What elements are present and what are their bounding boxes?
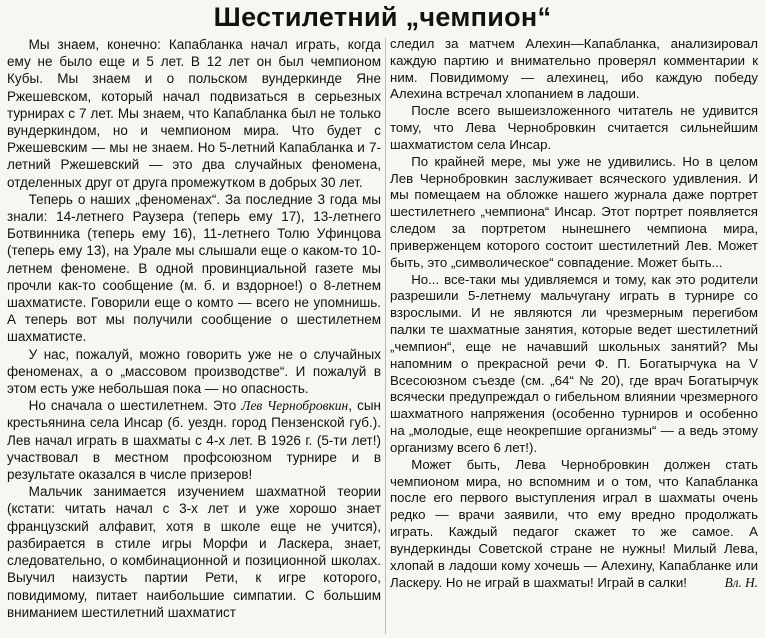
paragraph-text: Может быть, Лева Чернобровкин должен стать чемпионом мира, но вспомним и о том, что Капабланка после его первого выступления играл в шахматы очень редко — врачи заявили, что ему вредно продолжать играть. Каждый педагог скажет то же самое. А вундеркинды Советской стране не нужны! Милый Лева, хлопай в ладоши кому хочешь — Алехину, Капабланке или Ласкеру. Но не играй в шахматы! Играй в салки! <box>390 456 758 590</box>
column-divider <box>385 38 386 634</box>
left-column <box>7 36 381 636</box>
paragraph: После всего вышеизложенного читатель не удивится тому, что Лева Чернобровкин считается сильнейшим шахматистом села Инсар. <box>390 103 758 152</box>
paragraph: По крайней мере, мы уже не удивились. Но в целом Лев Чернобровкин заслуживает всяческого удивления. И мы помещаем на обложке нашего журнала даже портрет шестилетнего „чемпиона“ Инсар. Этот портрет появляется следом за портретом нынешнего чемпиона мира, приверженцем которого состоит шестилетний Лев. Может быть, это „символическое“ совпадение. Может быть... <box>390 153 758 270</box>
article-title: Шестилетний „чемпион“ <box>213 2 552 32</box>
paragraph: У нас, пожалуй, можно говорить уже не о случайных феноменах, а о „массовом производстве“. И пожалуй в этом есть уже небольшая пока — но опасность. <box>7 346 381 397</box>
paragraph <box>390 457 758 592</box>
paragraph: следил за матчем Алехин—Капабланка, анализировал каждую партию и внимательно проверял комментарии к ним. Повидимому — алехинец, ибо каждую победу Алехина встречал хлопанием в ладоши. <box>390 36 758 102</box>
paragraph: Мальчик занимается изучением шахматной теории (кстати: читать начал с 3-х лет и уже хорошо знает французский алфавит, хотя в школе еще не учится), разбирается в стиле игры Морфи и Ласкера, знает, следовательно, о комбинационной и позиционной школах. Выучил наизусть партии Рети, к игре которого, повидимому, питает наибольшие симпатии. С большим вниманием шестилетний шахматист <box>7 484 381 620</box>
paragraph: Мы знаем, конечно: Капабланка начал играть, когда ему не было еще и 5 лет. В 12 лет он был чемпионом Кубы. Мы знаем и о польском вундеркинде Яне Ржешевском, который начал подвизаться в серьезных турнирах с 7 лет. Мы знаем, что Капабланка был не только вундеркиндом, но и чемпионом мира. Что будет с Ржешевским — мы не знаем. Но 5-летний Капабланка и 7-летний Ржешевский — это два случайных феномена, отделенных друг от друга промежутком в добрых 30 лет. <box>7 37 381 190</box>
paragraph: Теперь о наших „феноменах“. За последние 3 года мы знали: 14-летнего Раузера (теперь ему 17), 13-летнего Ботвинника (теперь ему 16), 11-летнего Толю Уфинцова (теперь ему 13), на Урале мы слышали еще о каком-то 10-летнем феномене. В одной провинциальной газете мы прочли как-то сообщение (м. б. и вздорное!) о 8-летнем шахматисте. Говорили еще о комто — всего не упомнишь. А теперь вот мы получили сообщение о шестилетнем шахматисте. <box>7 191 381 345</box>
right-column <box>390 36 758 636</box>
subject-name: Лев Чернобровкин <box>241 398 349 414</box>
paragraph <box>7 397 381 483</box>
paragraph-text: , сын крестьянина села Инсар (б. уездн. город Пензенской губ.). Лев начал играть в шахматы с 4-х лет. В 1926 г. (5-ти лет!) участвовал в местном профсоюзном турнире и в результате оказался в числе призеров! <box>7 398 381 483</box>
paragraph-text: Но сначала о шестилетнем. Это <box>28 398 242 414</box>
author-signature: Вл. Н. <box>724 574 758 590</box>
paragraph: Но... все-таки мы удивляемся и тому, как это родители разрешили 5-летнему мальчугану играть в турнире со взрослыми. И не являются ли чрезмерным перегибом палки те шахматные занятия, которые ведет шестилетний „чемпион“, еще не начавший школьных занятий? Мы напомним о прекрасной речи Ф. П. Богатырчука на V Всесоюзном съезде (см. „64“ № 20), где врач Богатырчук всячески предупреждал о гибельном влиянии чрезмерного шахматного напряжения (особенно турниров и особенно на „молодые, еще неокрепшие организмы“ — а ведь этому организму всего 6 лет!). <box>390 271 758 455</box>
